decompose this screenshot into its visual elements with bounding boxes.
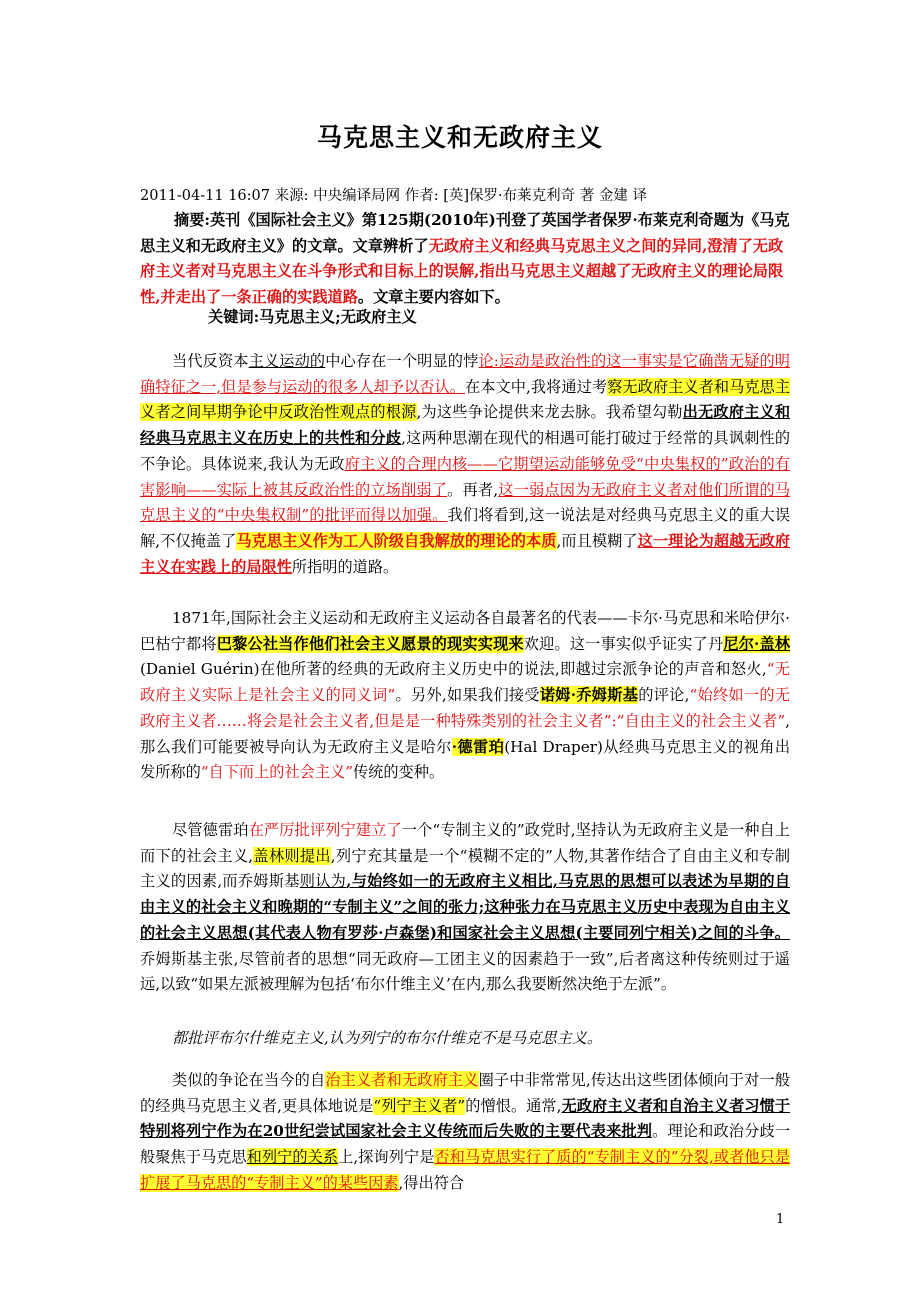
highlighted-name: 尼尔·盖林 (723, 634, 791, 653)
text-run: 在本文中,我将通过考 (465, 377, 608, 396)
abstract-highlight: 无政府主义和经典马克思主义之间的异同,澄清了无政府主义者对马克思主义在斗争形式和目标上的误解,指出马克思主义超越了无政府主义的理论局限性,并走出了一条正确的实践道路 (140, 236, 784, 306)
highlighted-name: 诺姆·乔姆斯基 (539, 686, 639, 705)
text-run: ,而且模糊了 (556, 531, 638, 550)
text-run: 所指明的道路。 (291, 557, 399, 576)
highlighted-name: ·德雷珀 (451, 737, 505, 756)
text-run: 欢迎。这一事实似乎证实了丹 (523, 634, 724, 653)
paragraph-1 (140, 349, 790, 580)
text-run: 当代反资本 (172, 352, 249, 370)
highlighted-red-run: 治主义者和无政府主义 (325, 1071, 479, 1089)
text-run: 我们将看到,这一说法是对经典马克思主义的重大误解,不仅掩盖了 (140, 506, 791, 550)
text-run: 上,探询列宁是 (338, 1148, 435, 1167)
text-run: 圈子中非常常见,传达出这些团体倾向于对一般的经典马克思主义者,更具体地说是 (140, 1071, 791, 1115)
bold-red-underlined-run: 这一理论为超越无政府主义在实践上的局限性 (140, 531, 791, 576)
red-run: 在严厉批评列宁建立了 (248, 821, 402, 839)
text-run: ,这两种思潮在现代的相遇可能打破过于经常的具讽刺性的不争论。具体说来,我认为无政 (140, 429, 791, 473)
bold-underlined-run: ,与始终如一的无政府主义相比,马克思的思想可以表述为早期的自由主义的社会主义和晚期的“专制主义”之间的张力;这种张力在马克思主义历史中表现为自由主义的社会主义思想(其代表人物有罗莎·卢森堡)和国家社会主义思想(主要同列宁相关)之间的斗争。 (140, 872, 791, 942)
red-underlined-run: 论:运动是政治性的这一事实是它确凿无疑的明确特征之一,但是参与运动的很多人却予以否认。 (140, 352, 790, 396)
abstract-text-end: 。文章主要内容如下。 (357, 287, 510, 306)
article-meta: 2011-04-11 16:07 来源: 中央编译局网 作者: [英]保罗·布莱克利奇 著 金建 译 (140, 188, 647, 204)
abstract-text: 摘要:英刊《国际社会主义》第125期(2010年)刊登了英国学者保罗·布莱克利奇题为《马克思主义和无政府主义》的文章。文章辨析了 (140, 211, 790, 255)
abstract (140, 208, 790, 310)
text-run: 。再者, (447, 480, 499, 499)
text-run: ,为这些争论提供来龙去脉。我希望勾勒 (416, 403, 683, 422)
red-quote: “始终如一的无政府主义者……将会是社会主义者,但是是一种特殊类别的社会主义者”:“自由主义的社会主义者” (140, 686, 791, 730)
text-run: 的评论, (638, 686, 690, 705)
text-run: 中心存在一个明显的悖 (325, 352, 479, 370)
red-quote: “自下而上的社会主义” (200, 763, 353, 782)
paragraph-3 (140, 818, 790, 998)
highlighted-run: 察无政府主义者和马克思主义者之间早期争论中反政治性观点的根源 (140, 377, 791, 422)
red-underlined-run: 这一弱点因为无政府主义者对他们所谓的马克思主义的“中央集权制”的批评而得以加强。 (140, 480, 791, 525)
red-quote: “无政府主义实际上是社会主义的同义词” (140, 660, 790, 705)
paragraph-5 (140, 1068, 790, 1197)
highlighted-run: 盖林则提出 (253, 846, 331, 865)
paragraph-4-italic: 都批评布尔什维克主义,认为列宁的布尔什维克不是马克思主义。 (172, 1029, 603, 1047)
text-run: ,那么我们可能要被导向认为无政府主义是哈尔 (140, 711, 790, 756)
bold-underlined-run: 出无政府主义和经典马克思主义在历史上的共性和分歧 (140, 403, 791, 448)
text-run: ,列宁充其量是一个“模糊不定的”人物,其著作结合了自由主义和专制主义的因素,而乔姆斯基 (140, 846, 791, 891)
text-run: 乔姆斯基主张,尽管前者的思想“同无政府—工团主义的因素趋于一致”,后者离这种传统则过于遥远,以致“如果左派被理解为包括‘布尔什维主义’在内,那么我要断然决绝于左派”。 (140, 949, 790, 994)
text-run: 类似的争论在当今的自 (172, 1071, 326, 1089)
highlighted-bold-run: 巴黎公社当作他们社会主义愿景的现实实现来 (216, 634, 524, 653)
page-number: 1 (776, 1212, 785, 1227)
red-underlined-run: 府主义的合理内核——它期望运动能够免受“中央集权的”政治的有害影响——实际上被其反政治性的立场削弱了 (140, 454, 791, 499)
text-run: 1871年,国际社会主义运动和无政府主义运动各自最著名的代表——卡尔·马克思和米哈伊尔·巴枯宁都将 (140, 609, 790, 653)
text-run: 的憎恨。通常, (465, 1096, 562, 1115)
highlighted-underlined-run: 和列宁的关系 (246, 1148, 339, 1167)
text-run: 一个“专制主义的”政党时,坚持认为无政府主义是一种自上而下的社会主义, (140, 821, 791, 865)
text-run: 尽管德雷珀 (172, 821, 249, 839)
text-run: ,得出符合 (398, 1173, 465, 1192)
text-run: (Hal Draper)从经典马克思主义的视角出发所称的 (140, 737, 791, 782)
underlined-run: 主义运动的 (248, 352, 326, 370)
paragraph-2 (140, 606, 790, 786)
keywords: 关键词:马克思主义;无政府主义 (208, 308, 417, 326)
text-run: 传统的变种。 (352, 763, 445, 782)
underlined-run: 则认为 (299, 872, 347, 891)
text-run: (Daniel Guérin)在他所著的经典的无政府主义历史中的说法,即越过宗派争论的声音和怒火, (140, 660, 767, 679)
text-run: 。另外,如果我们接受 (395, 686, 540, 705)
highlighted-red-run: 马克思主义作为工人阶级自我解放的理论的本质 (236, 531, 557, 550)
highlighted-run: “列宁主义者” (373, 1096, 466, 1115)
text-run: 。理论和政治分歧一般聚焦于马克思 (140, 1122, 791, 1167)
document-title: 马克思主义和无政府主义 (316, 123, 603, 152)
bold-underlined-run: 无政府主义者和自治主义者习惯于特别将列宁作为在20世纪尝试国家社会主义传统而后失败的主要代表来批判 (140, 1096, 791, 1141)
highlighted-red-underlined-run: 否和马克思实行了质的“专制主义的”分裂,或者他只是扩展了马克思的“专制主义”的某些因素 (140, 1148, 791, 1192)
